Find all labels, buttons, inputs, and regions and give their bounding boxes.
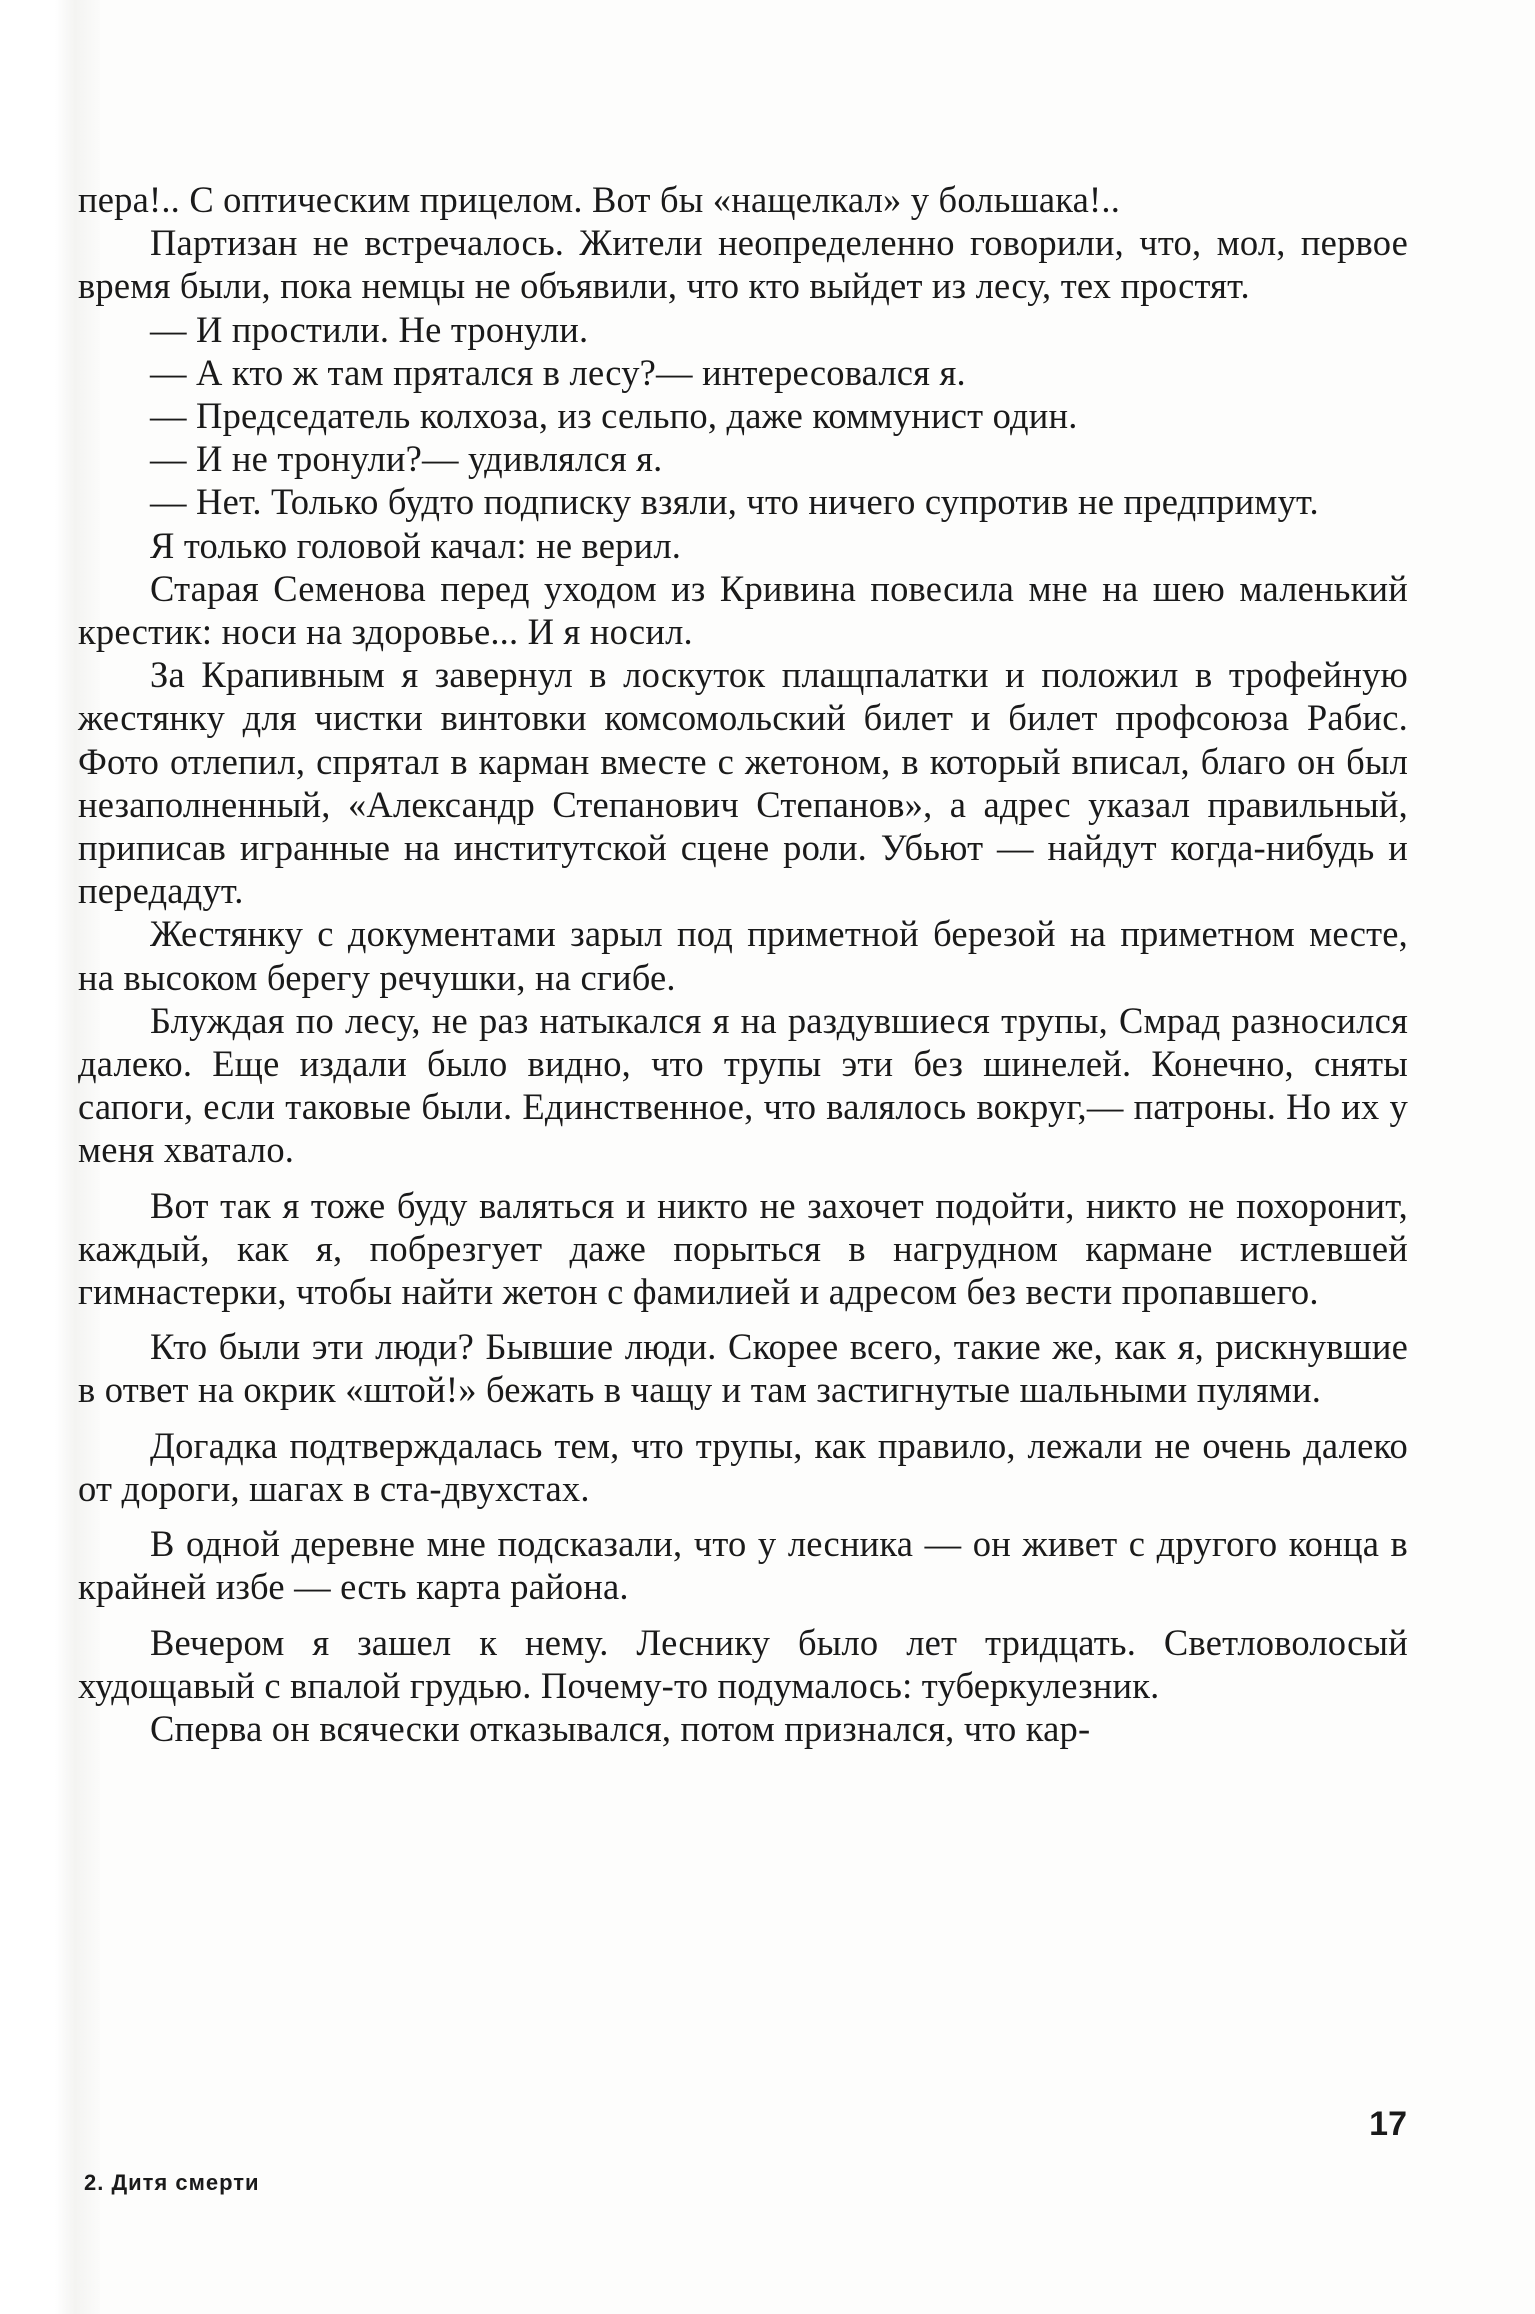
paragraph: Блуждая по лесу, не раз натыкался я на раздувшиеся трупы, Смрад разносился далеко. Еще издали было видно, что трупы эти без шинелей. Конечно, сняты сапоги, если таковые были. Единственное, что валялось вокруг,— патроны. Но их у меня хватало. (78, 999, 1408, 1171)
printer-signature: 2. Дитя смерти (84, 2170, 260, 2195)
paragraph: Жестянку с документами зарыл под приметной березой на приметном месте, на высоком берегу речушки, на сгибе. (78, 913, 1408, 998)
dialogue-line: — А кто ж там прятался в лесу?— интересовался я. (150, 351, 966, 393)
paragraph: Кто были эти люди? Бывшие люди. Скорее всего, такие же, как я, рискнувшие в ответ на окрик «штой!» бежать в чащу и там застигнутые шальными пулями. (78, 1326, 1408, 1411)
dialogue-line: — И не тронули?— удивлялся я. (150, 438, 663, 480)
paragraph: Догадка подтверждалась тем, что трупы, как правило, лежали не очень далеко от дороги, шагах в ста-двухстах. (78, 1424, 1408, 1509)
paragraph: Вечером я зашел к нему. Леснику было лет тридцать. Светловолосый худощавый с впалой грудью. Почему-то подумалось: туберкулезник. (78, 1621, 1408, 1706)
paragraph: Сперва он всячески отказывался, потом признался, что кар- (150, 1707, 1091, 1749)
body-text (78, 178, 1408, 1750)
dialogue-line: — Председатель колхоза, из сельпо, даже коммунист один. (150, 395, 1078, 437)
paragraph: Я только головой качал: не верил. (150, 524, 682, 566)
paragraph: Партизан не встречалось. Жители неопределенно говорили, что, мол, первое время были, пока немцы не объявили, что кто выйдет из лесу, тех простят. (78, 222, 1408, 307)
dialogue-line: — Нет. Только будто подписку взяли, что ничего супротив не предпримут. (150, 481, 1319, 523)
dialogue-line: — И простили. Не тронули. (150, 308, 589, 350)
paragraph: Старая Семенова перед уходом из Кривина повесила мне на шею маленький крестик: носи на здоровье... И я носил. (78, 567, 1408, 653)
paragraph: пера!.. С оптическим прицелом. Вот бы «нащелкал» у большака!.. (78, 179, 1121, 220)
page-number: 17 (1369, 2105, 1407, 2143)
paragraph: Вот так я тоже буду валяться и никто не захочет подойти, никто не похоронит, каждый, как я, побрезгует даже порыться в нагрудном кармане истлевшей гимнастерки, чтобы найти жетон с фамилией и адресом без вести пропавшего. (78, 1184, 1408, 1313)
paragraph: За Крапивным я завернул в лоскуток плащпалатки и положил в трофейную жестянку для чистки винтовки комсомольский билет и билет профсоюза Рабис. Фото отлепил, спрятал в карман вместе с жетоном, в который вписал, благо он был незаполненный, «Александр Степанович Степанов», а адрес указал правильный, приписав игранные на институтской сцене роли. Убьют — найдут когда-нибудь и передадут. (78, 654, 1408, 912)
paragraph: В одной деревне мне подсказали, что у лесника — он живет с другого конца в крайней избе — есть карта района. (78, 1523, 1408, 1608)
